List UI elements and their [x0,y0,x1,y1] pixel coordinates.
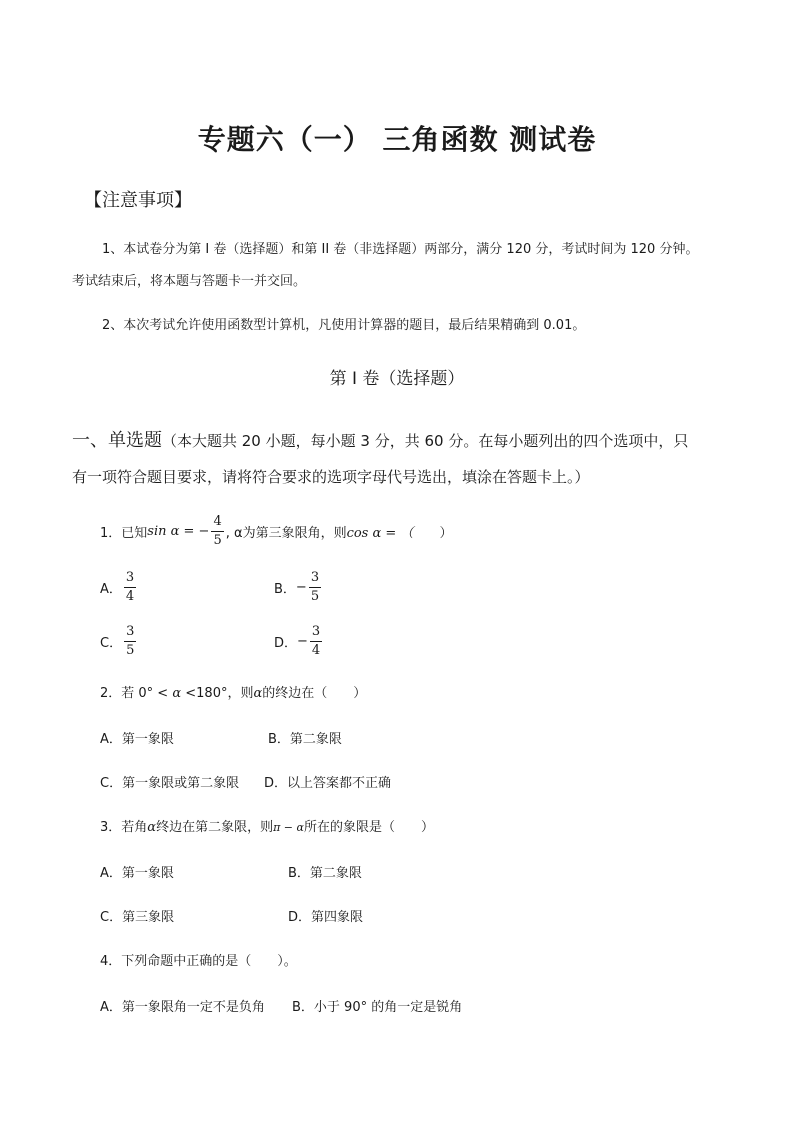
q1-option-a[interactable] [100,568,138,606]
q2-option-c[interactable]: C．第一象限或第二象限 [100,776,240,791]
q1-option-c-label: C． [100,635,123,651]
part1-desc-line-1: （本大题共 20 小题，每小题 3 分，共 60 分。在每小题列出的四个选项中，只 [162,432,689,450]
q2-text-b: <180°，则 [181,686,254,701]
q1-option-b[interactable] [274,568,323,606]
q1-option-b-label: B． [274,581,296,597]
q2-text-c: 的终边在（ ） [262,686,367,701]
question-2 [100,682,366,701]
q1-option-c-numerator: 3 [124,623,136,642]
q2-option-b[interactable]: B．第二象限 [268,732,342,747]
q1-option-d-denominator: 4 [311,642,321,658]
q2-text-a: 2．若 0° < [100,686,173,701]
q1-option-d-sign: − [297,633,308,649]
question-3 [100,816,434,835]
q1-option-d[interactable] [274,622,324,660]
q3-text-c: 所在的象限是（ ） [303,820,434,835]
q1-fraction [211,513,223,550]
q1-middle-text: , α为第三象限角，则 [225,525,347,541]
q1-fraction-denominator: 5 [213,532,222,548]
part1-heading: 一、单选题 [72,430,162,451]
question-1 [100,512,452,550]
notice-item-2: 2、本次考试允许使用函数型计算机，凡使用计算器的题目，最后结果精确到 0.01。 [102,318,586,333]
q2-option-a[interactable]: A．第一象限 [100,732,174,747]
q1-option-a-label: A． [100,581,122,597]
q1-cos-expression: cos α = （ [346,525,414,541]
q4-option-a[interactable]: A．第一象限角一定不是负角 [100,1000,265,1015]
q3-option-a[interactable]: A．第一象限 [100,866,174,881]
q1-suffix: ） [413,525,453,541]
q3-alpha: α [147,820,157,835]
question-4: 4．下列命题中正确的是（ ）。 [100,954,297,969]
q1-fraction-numerator: 4 [211,513,223,532]
q1-option-c-denominator: 5 [126,642,135,658]
q4-option-b[interactable]: B．小于 90° 的角一定是锐角 [292,1000,463,1015]
q1-option-b-denominator: 5 [310,588,320,604]
q1-prefix: 1．已知 [100,525,148,541]
notice-item-1-line-1: 1、本试卷分为第 I 卷（选择题）和第 II 卷（非选择题）两部分，满分 120 分，考试时间为 120 分钟。 [102,242,699,257]
q3-text-b: 终边在第二象限，则 [156,820,274,835]
q2-option-d[interactable]: D．以上答案都不正确 [264,776,392,791]
q2-alpha-1: α [172,686,182,701]
q1-option-d-fraction [310,623,322,660]
q3-option-c[interactable]: C．第三象限 [100,910,175,925]
q1-option-a-numerator: 3 [124,569,136,588]
q1-option-b-numerator: 3 [309,569,321,588]
notice-heading: 【注意事项】 [84,190,192,211]
q1-option-a-fraction [124,569,136,606]
q1-option-d-label: D． [274,635,298,651]
q1-option-a-denominator: 4 [125,588,135,604]
q3-option-d[interactable]: D．第四象限 [288,910,364,925]
q2-alpha-2: α [253,686,263,701]
q1-option-b-sign: − [295,579,307,595]
q1-option-b-fraction [309,569,321,606]
part1-heading-line [72,426,688,452]
q1-option-c[interactable] [100,622,138,660]
q3-option-b[interactable]: B．第二象限 [288,866,362,881]
q1-option-d-numerator: 3 [310,623,322,642]
section-title: 第 I 卷（选择题） [329,369,465,389]
q3-expression: π − α [273,821,304,834]
q3-text-a: 3．若角 [100,820,148,835]
q1-sin-expression: sin α = − [147,523,210,539]
part1-desc-line-2: 有一项符合题目要求，请将符合要求的选项字母代号选出，填涂在答题卡上。） [72,468,590,486]
notice-item-1-line-2: 考试结束后，将本题与答题卡一并交回。 [72,274,307,289]
page-title: 专题六（一） 三角函数 测试卷 [197,123,597,156]
q1-option-c-fraction [124,623,136,660]
